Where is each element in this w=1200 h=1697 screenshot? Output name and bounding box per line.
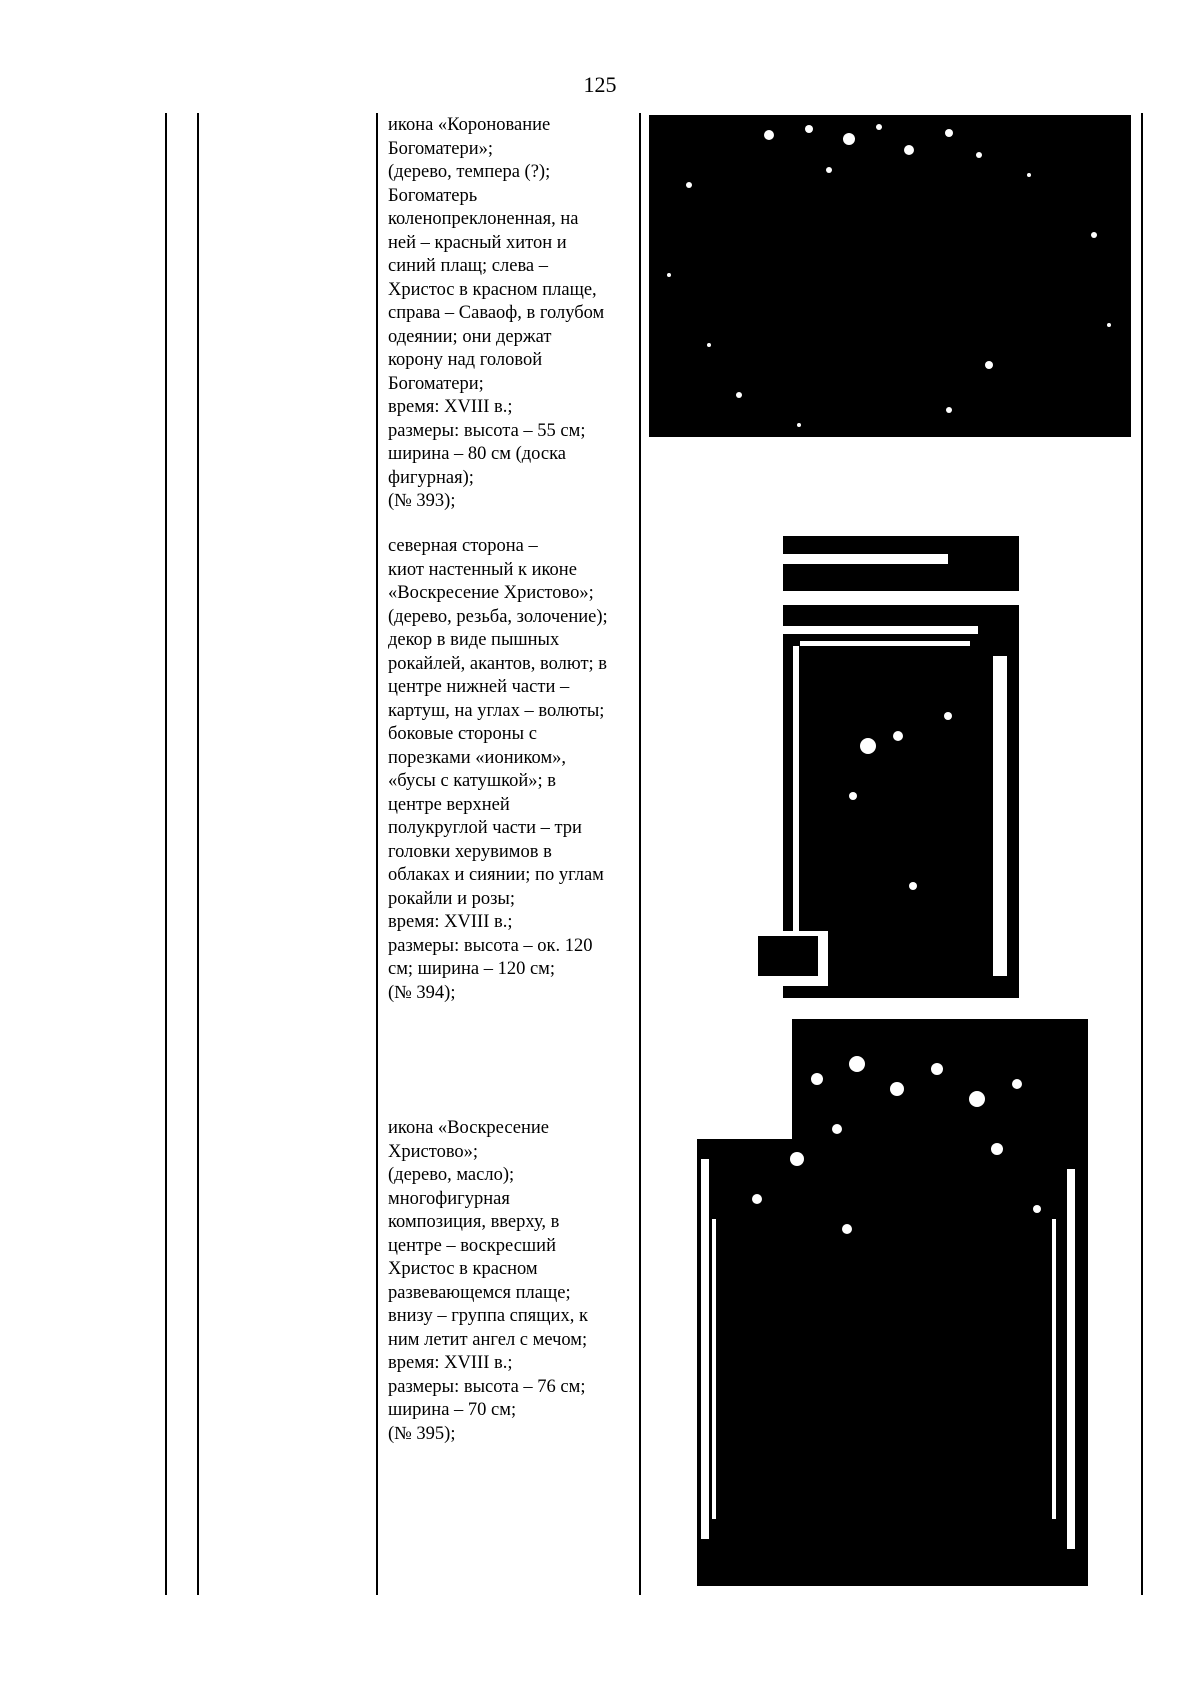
entry-line: ширина – 70 см; xyxy=(388,1400,517,1420)
entry-line: киот настенный к иконе xyxy=(388,559,577,580)
photo-icon-resurrection xyxy=(697,1019,1088,1586)
entry-line: (№ 393); xyxy=(388,491,456,511)
entry-line: внизу – группа спящих, к xyxy=(388,1306,588,1326)
entry-line: центре верхней xyxy=(388,794,510,815)
entry-line: развевающемся плаще; xyxy=(388,1282,571,1303)
entry-line: порезками «иоником», xyxy=(388,747,567,768)
entry-line: фигурная); xyxy=(388,467,474,488)
table-rule-1 xyxy=(165,113,167,1595)
entry-line: рокайли и розы; xyxy=(388,888,515,909)
page-number: 125 xyxy=(583,72,617,97)
entry-line: рокайлей, акантов, волют; в xyxy=(388,653,608,674)
entry-line: размеры: высота – ок. 120 xyxy=(388,935,593,956)
entry-line: Богоматери; xyxy=(388,373,484,394)
entry-line: размеры: высота – 55 см; xyxy=(388,420,586,441)
entry-line: Богоматерь xyxy=(388,185,478,206)
entry-line: размеры: высота – 76 см; xyxy=(388,1376,586,1397)
table-rule-2 xyxy=(197,113,199,1595)
entry-line: «бусы с катушкой»; в xyxy=(388,771,557,791)
entry-line: картуш, на углах – волюты; xyxy=(388,700,605,721)
table-rule-3 xyxy=(376,113,378,1595)
entry-line: одеянии; они держат xyxy=(388,326,552,347)
entry-line: ним летит ангел с мечом; xyxy=(388,1329,588,1350)
entry-line: полукруглой части – три xyxy=(388,818,582,838)
entry-line: центре нижней части – xyxy=(388,677,570,697)
entry-394 xyxy=(388,535,632,1005)
entry-line: «Воскресение Христово»; xyxy=(388,583,594,603)
entry-line: (дерево, резьба, золочение); xyxy=(388,606,608,627)
entry-line: Христос в красном xyxy=(388,1259,538,1279)
entry-line: ней – красный хитон и xyxy=(388,232,567,253)
entry-line: (дерево, масло); xyxy=(388,1165,515,1185)
entry-393 xyxy=(388,114,632,514)
entry-line: см; ширина – 120 см; xyxy=(388,959,556,979)
entry-line: икона «Коронование xyxy=(388,115,551,135)
entry-line: северная сторона – xyxy=(388,536,538,556)
entry-line: время: XVIII в.; xyxy=(388,912,513,932)
entry-line: центре – воскресший xyxy=(388,1235,556,1256)
table-rule-5 xyxy=(1141,113,1143,1595)
entry-line: Христово»; xyxy=(388,1141,479,1162)
entry-line: корону над головой xyxy=(388,350,543,370)
entry-line: (№ 395); xyxy=(388,1423,456,1444)
entry-line: ширина – 80 см (доска xyxy=(388,444,566,464)
entry-395 xyxy=(388,1117,632,1446)
entry-line: (№ 394); xyxy=(388,982,456,1003)
entry-line: (дерево, темпера (?); xyxy=(388,162,551,182)
photo-kiot-resurrection xyxy=(738,536,1019,998)
entry-line: Богоматери»; xyxy=(388,138,494,159)
entry-line: облаках и сиянии; по углам xyxy=(388,865,604,885)
entry-line: справа – Саваоф, в голубом xyxy=(388,303,605,323)
photo-icon-coronation xyxy=(649,115,1131,437)
table-rule-4 xyxy=(639,113,641,1595)
entry-line: композиция, вверху, в xyxy=(388,1212,560,1232)
entry-line: икона «Воскресение xyxy=(388,1118,550,1138)
entry-line: Христос в красном плаще, xyxy=(388,279,597,300)
entry-line: синий плащ; слева – xyxy=(388,256,549,276)
entry-line: многофигурная xyxy=(388,1188,510,1209)
entry-line: коленопреклоненная, на xyxy=(388,209,579,229)
entry-line: время: XVIII в.; xyxy=(388,397,513,417)
entry-line: время: XVIII в.; xyxy=(388,1353,513,1373)
entry-line: головки херувимов в xyxy=(388,841,552,862)
entry-line: боковые стороны с xyxy=(388,724,537,744)
entry-line: декор в виде пышных xyxy=(388,630,560,650)
